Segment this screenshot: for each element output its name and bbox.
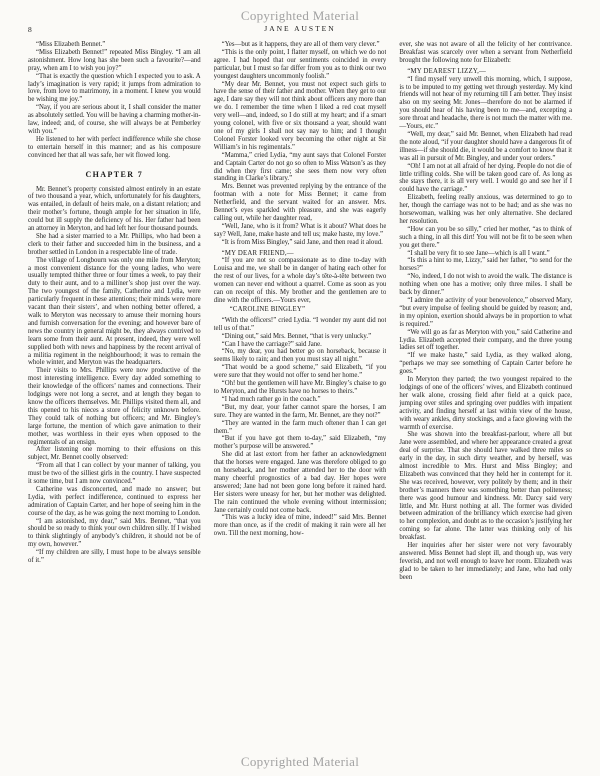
paragraph: “This is the only point, I flatter myself, on which we do not agree. I had hoped that our sentiments coincided in every particular, but I must so far differ from you as to think our two youngest daughters uncommonly foolish.” — [213, 48, 387, 80]
paragraph: Mrs. Bennet was prevented replying by the entrance of the footman with a note for Miss Bennet; it came from Netherfield, and the servant waited for an answer. Mrs. Bennet’s eyes sparkled with pleasure, and she was eagerly calling out, while her daughter read, — [213, 183, 387, 222]
letter-body: “If you are not so compassionate as to dine to-day with Louisa and me, we shall be in danger of hating each other for the rest of our lives, for a whole day’s tête-à-tête between two women can never end without a quarrel. Come as soon as you can on receipt of this. My brother and the gentlemen are to dine with the officers.—Yours ever, — [213, 257, 387, 304]
paragraph: “How can you be so silly,” cried her mother, “as to think of such a thing, in all this dirt! You will not be fit to be seen when you get there.” — [399, 225, 573, 249]
paragraph: In Meryton they parted; the two youngest repaired to the lodgings of one of the officers’ wives, and Elizabeth continued her walk alone, crossing field after field at a quick pace, jumping over stiles and springing over puddles with impatient activity, and finding herself at last within view of the house, with weary ankles, dirty stockings, and a face glowing with the warmth of exercise. — [399, 376, 573, 431]
paragraph: “This was a lucky idea of mine, indeed!” said Mrs. Bennet more than once, as if the credit of making it rain were all her own. Till the next morning, how- — [213, 514, 387, 538]
paragraph: “With the officers!” cried Lydia. “I wonder my aunt did not tell us of that.” — [213, 316, 387, 332]
paragraph: “Oh! I am not at all afraid of her dying. People do not die of little trifling colds. She will be taken good care of. As long as she stays there, it is all very well. I would go and see her if I could have the carriage.” — [399, 162, 573, 194]
letter-salutation: “MY DEAREST LIZZY,— — [407, 67, 486, 75]
paragraph: “We will go as far as Meryton with you,” said Catherine and Lydia. Elizabeth accepted their company, and the three young ladies set off together. — [399, 328, 573, 352]
text-column-2 — [214, 41, 387, 752]
paragraph: Her inquiries after her sister were not very favourably answered. Miss Bennet had slept ill, and though up, was very feverish, and not well enough to leave her room. Elizabeth was glad to be taken to her immediately; and Jane, who had only been — [399, 542, 573, 581]
page-number: 8 — [28, 25, 32, 34]
paragraph: The village of Longbourn was only one mile from Meryton; a most convenient distance for the young ladies, who were usually tempted thither three or four times a week, to pay their duty to their aunt, and to a milliner’s shop just over the way. The two youngest of the family, Catherine and Lydia, were particularly frequent in these attentions; their minds were more vacant than their sisters’, and when nothing better offered, a walk to Meryton was necessary to amuse their morning hours and furnish conversation for the evening; and however bare of news the country in general might be, they always contrived to learn some from their aunt. At present, indeed, they were well supplied both with news and happiness by the recent arrival of a militia regiment in the neighbourhood; it was to remain the whole winter, and Meryton was the headquarters. — [28, 256, 201, 367]
paragraph: After listening one morning to their effusions on this subject, Mr. Bennet coolly observed: — [28, 446, 201, 462]
paragraph: “Mamma,” cried Lydia, “my aunt says that Colonel Forster and Captain Carter do not go so often to Miss Watson’s as they did when they first came; she sees them now very often standing in Clarke’s library.” — [213, 151, 387, 183]
paragraph: “That would be a good scheme,” said Elizabeth, “if you were sure that they would not offer to send her home.” — [213, 364, 387, 380]
paragraph: “Can I have the carriage?” said Jane. — [221, 340, 322, 348]
paragraph: “They are wanted in the farm much oftener than I can get them.” — [213, 419, 387, 435]
running-header: JANE AUSTEN — [264, 24, 336, 33]
paragraph: “If we make haste,” said Lydia, as they walked along, “perhaps we may see something of Captain Carter before he goes.” — [399, 352, 573, 376]
paragraph: “I am astonished, my dear,” said Mrs. Bennet, “that you should be so ready to think your own children silly. If I wished to think slightingly of anybody’s children, it should not be of my own, however.” — [28, 517, 201, 549]
paragraph: “I shall be very fit to see Jane—which is all I want.” — [407, 249, 550, 257]
paragraph: Their visits to Mrs. Phillips were now productive of the most interesting intelligence. Every day added something to their knowledge of the officers’ names and connections. Their lodgings were not long a secret, and at length they began to know the officers themselves. Mr. Phillips visited them all, and this opened to his nieces a store of felicity unknown before. They could talk of nothing but officers; and Mr. Bingley’s large fortune, the mention of which gave animation to their mother, was worthless in their eyes when opposed to the regimentals of an ensign. — [28, 367, 201, 446]
copyright-watermark-top: Copyrighted Material — [240, 8, 360, 23]
paragraph: Mr. Bennet’s property consisted almost entirely in an estate of two thousand a year, which, unfortunately for his daughters, was entailed, in default of heirs male, on a distant relation; and their mother’s fortune, though ample for her situation in life, could but ill supply the deficiency of his. Her father had been an attorney in Meryton, and had left her four thousand pounds. — [28, 185, 201, 233]
letter-salutation: “MY DEAR FRIEND,— — [221, 249, 294, 257]
paragraph: She was shown into the breakfast-parlour, where all but Jane were assembled, and where her appearance created a great deal of surprise. That she should have walked three miles so early in the day, in such dirty weather, and by herself, was almost incredible to Mrs. Hurst and Miss Bingley; and Elizabeth was convinced that they held her in contempt for it. She was received, however, very politely by them; and in their brother’s manners there was something better than politeness; there was good humour and kindness. Mr. Darcy said very little, and Mr. Hurst nothing at all. The former was divided between admiration of the brilliancy which exercise had given to her complexion, and doubt as to the occasion’s justifying her coming so far alone. The latter was thinking only of his breakfast. — [399, 431, 573, 542]
paragraph: “Yes—but as it happens, they are all of them very clever.” — [221, 41, 380, 48]
paragraph: “It is from Miss Bingley,” said Jane, and then read it aloud. — [221, 238, 383, 246]
paragraph: “From all that I can collect by your manner of talking, you must be two of the silliest girls in the country. I have suspected it some time, but I am now convinced.” — [28, 462, 201, 486]
paragraph: Catherine was disconcerted, and made no answer; but Lydia, with perfect indifference, continued to express her admiration of Captain Carter, and her hope of seeing him in the course of the day, as he was going the next morning to London. — [28, 485, 201, 517]
paragraph: She had a sister married to a Mr. Phillips, who had been a clerk to their father and succeeded him in the business, and a brother settled in London in a respectable line of trade. — [28, 232, 201, 256]
letter-body: “I find myself very unwell this morning, which, I suppose, is to be imputed to my getting wet through yesterday. My kind friends will not hear of my returning till I am better. They insist also on my seeing Mr. Jones—therefore do not be alarmed if you should hear of his having been to me—and, excepting a sore throat and headache, there is not much the matter with me.—Yours, etc.” — [399, 75, 573, 131]
paragraph: Elizabeth, feeling really anxious, was determined to go to her, though the carriage was not to be had; and as she was no horsewoman, walking was her only alternative. She declared her resolution. — [399, 194, 573, 225]
paragraph: “But, my dear, your father cannot spare the horses, I am sure. They are wanted in the farm, Mr. Bennet, are they not?” — [213, 403, 387, 419]
page-body — [28, 41, 572, 752]
paragraph: “I admire the activity of your benevolence,” observed Mary, “but every impulse of feeling should be guided by reason; and, in my opinion, exertion should always be in proportion to what is required.” — [399, 297, 573, 328]
paragraph: “Miss Elizabeth Bennet!” repeated Miss Bingley. “I am all astonishment. How long has she been such a favourite?—and pray, when am I to wish you joy?” — [28, 48, 201, 72]
paragraph: She did at last extort from her father an acknowledgment that the horses were engaged. Jane was therefore obliged to go on horseback, and her mother attended her to the door with many cheerful prognostics of a bad day. Her hopes were answered; Jane had not been gone long before it rained hard. Her sisters were uneasy for her, but her mother was delighted. The rain continued the whole evening without intermission; Jane certainly could not come back. — [213, 451, 387, 514]
paragraph: “If my children are silly, I must hope to be always sensible of it.” — [28, 549, 201, 565]
paragraph: “But if you have got them to-day,” said Elizabeth, “my mother’s purpose will be answered.” — [213, 435, 387, 451]
paragraph: “No, indeed, I do not wish to avoid the walk. The distance is nothing when one has a motive; only three miles. I shall be back by dinner.” — [399, 273, 573, 297]
paragraph-continuation: ever, she was not aware of all the felicity of her contrivance. Breakfast was scarcely over when a servant from Netherfield brought the following note for Elizabeth: — [399, 41, 573, 64]
chapter-heading: CHAPTER 7 — [85, 169, 144, 179]
paragraph: “Well, Jane, who is it from? What is it about? What does he say? Well, Jane, make haste and tell us; make haste, my love.” — [213, 222, 387, 238]
paragraph: “I had much rather go in the coach.” — [221, 395, 321, 403]
paragraph: He listened to her with perfect indifference while she chose to entertain herself in this manner; and as his composure convinced her that all was safe, her wit flowed long. — [28, 135, 201, 159]
paragraph: “Dining out,” said Mrs. Bennet, “that is very unlucky.” — [221, 332, 372, 340]
copyright-watermark-bottom: Copyrighted Material — [240, 754, 360, 769]
text-column-3 — [399, 41, 572, 752]
paragraph: “Oh! but the gentlemen will have Mr. Bingley’s chaise to go to Meryton, and the Hursts have no horses to theirs.” — [213, 380, 387, 395]
paragraph: “My dear Mr. Bennet, you must not expect such girls to have the sense of their father and mother. When they get to our age, I dare say they will not think about officers any more than we do. I remember the time when I liked a red coat myself very well—and, indeed, so I do still at my heart; and if a smart young colonel, with five or six thousand a year, should want one of my girls I shall not say nay to him; and I thought Colonel Forster looked very becoming the other night at Sir William’s in his regimentals.” — [213, 80, 387, 151]
paragraph: “Well, my dear,” said Mr. Bennet, when Elizabeth had read the note aloud, “if your daughter should have a dangerous fit of illness—if she should die, it would be a comfort to know that it was all in pursuit of Mr. Bingley, and under your orders.” — [399, 130, 573, 162]
paragraph: “Is this a hint to me, Lizzy,” said her father, “to send for the horses?” — [399, 257, 573, 273]
paragraph: “Miss Elizabeth Bennet.” — [36, 41, 106, 48]
paragraph: “That is exactly the question which I expected you to ask. A lady’s imagination is very rapid; it jumps from admiration to love, from love to matrimony, in a moment. I knew you would be wishing me joy.” — [28, 72, 201, 104]
paragraph: “Nay, if you are serious about it, I shall consider the matter as absolutely settled. You will be having a charming mother-in-law, indeed; and, of course, she will always be at Pemberley with you.” — [28, 104, 201, 135]
text-column-1 — [28, 41, 201, 752]
letter-signature: “CAROLINE BINGLEY” — [229, 305, 306, 313]
paragraph: “No, my dear, you had better go on horseback, because it seems likely to rain; and then you must stay all night.” — [213, 348, 387, 364]
